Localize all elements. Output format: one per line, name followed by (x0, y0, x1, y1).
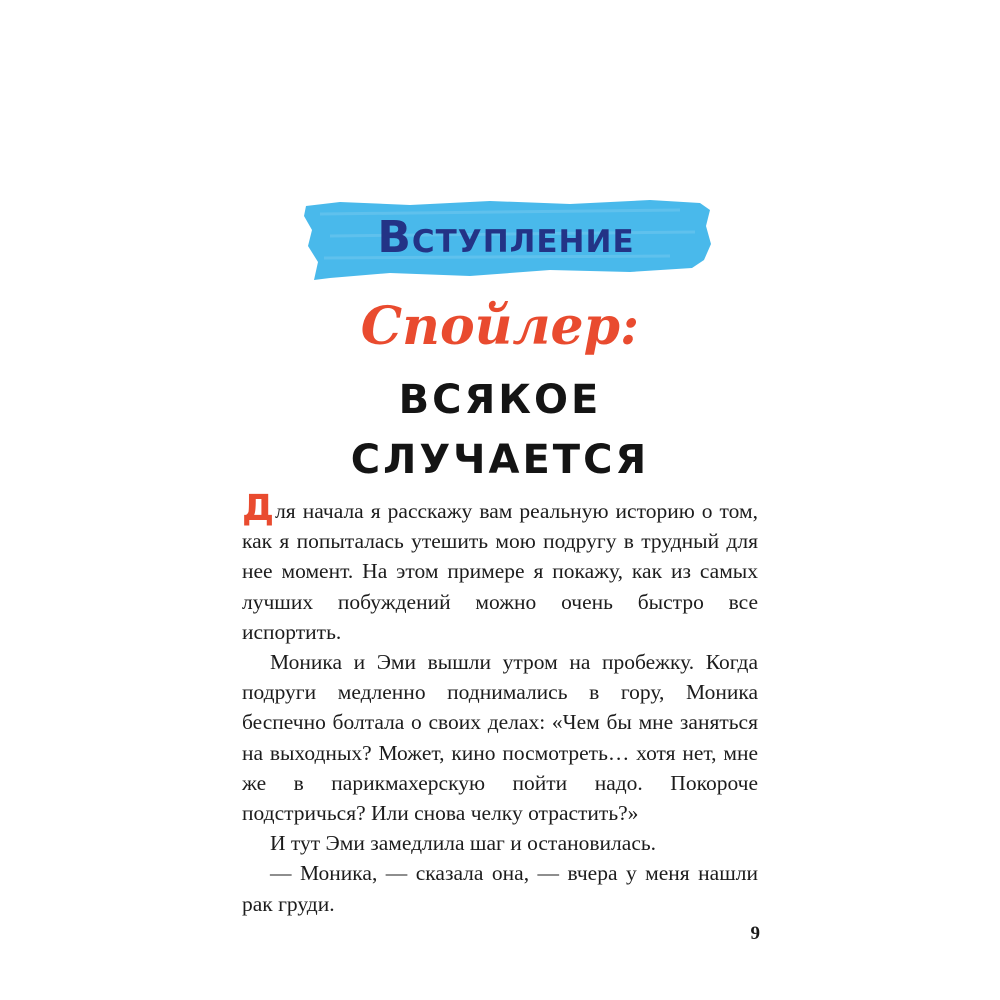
paragraph-1-text: ля начала я расскажу вам реальную историю о том, как я попыталась утешить мою подругу в трудный для нее момент. На этом примере я покажу, как из самых лучших побуждений можно очень быстро все испортить. (242, 499, 758, 644)
paragraph-1 (242, 488, 758, 647)
paragraph-3: И тут Эми замедлила шаг и остановилась. (270, 831, 657, 856)
chapter-subtitle: ВСЯКОЕ СЛУЧАЕТСЯ (350, 377, 650, 483)
drop-cap: Д (242, 488, 275, 529)
paragraph-2: Моника и Эми вышли утром на пробежку. Когда подруги медленно поднимались в гору, Моника беспечно болтала о своих делах: «Чем бы мне заняться на выходных? Может, кино посмотреть… хотя нет, мне же в парикмахерскую пойти надо. Покороче подстричься? Или снова челку отрастить?» (242, 650, 758, 826)
paragraph-4: — Моника, — сказала она, — вчера у меня нашли рак груди. (242, 861, 758, 916)
page-number: 9 (750, 923, 760, 944)
section-label: Вступление (377, 212, 635, 263)
body-text (242, 488, 758, 919)
chapter-title: Спойлер: (360, 296, 640, 357)
